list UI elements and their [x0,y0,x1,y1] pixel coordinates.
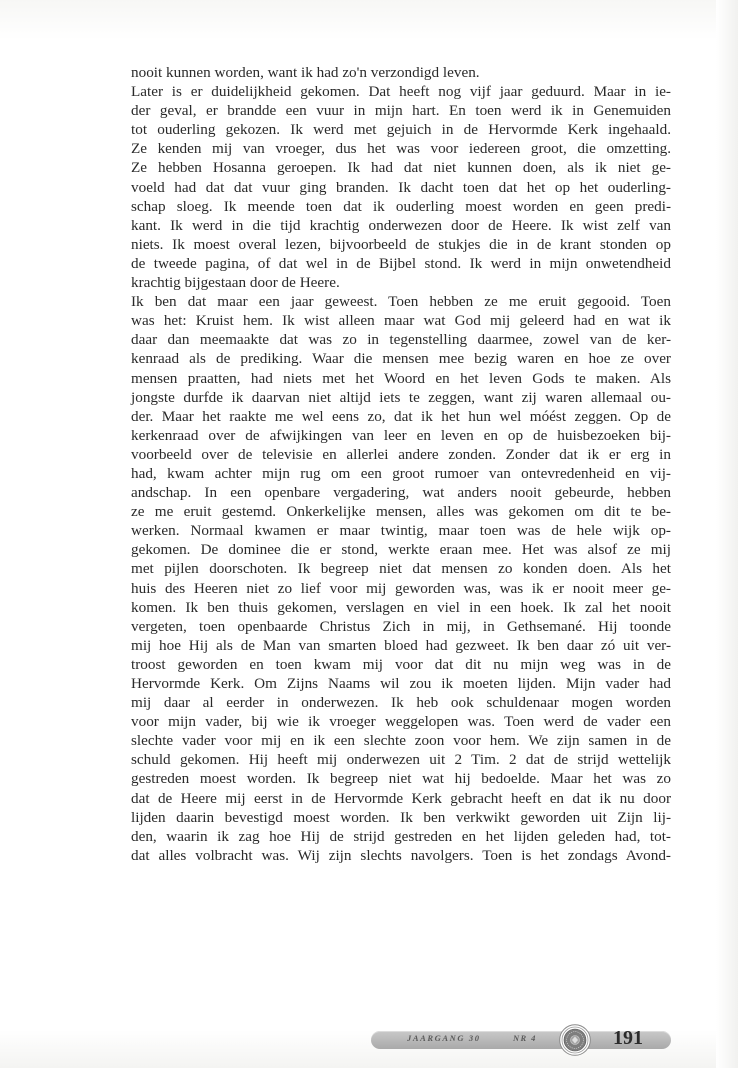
text-line: voor mijn vader, bij wie ik vroeger weggelopen was. Toen werd de vader een [131,713,671,731]
text-line: voorbeeld over de televisie en allerlei andere zonden. Zonder dat ik er erg in [131,445,671,463]
text-line: der geval, er brandde een vuur in mijn hart. En toen werd ik in Genemuiden [131,102,671,120]
text-line: schuld gekomen. Hij heeft mij onderwezen uit 2 Tim. 2 dat de strijd wettelijk [131,751,671,769]
text-line: met pijlen doorschoten. Ik begreep niet dat mensen zo konden doen. Als het [131,560,671,578]
text-line: vergeten, toen openbaarde Christus Zich in mij, in Gethsemané. Hij toonde [131,617,671,635]
text-line: slechte vader voor mij en ik een slechte zoon voor hem. We zijn samen in de [131,732,671,750]
text-line: der. Maar het raakte me wel eens zo, dat ik het hun wel móést zeggen. Op de [131,407,671,425]
text-line: troost geworden en toen kwam mij voor dat dit nu mijn weg was in de [131,655,671,673]
emblem-icon [559,1024,591,1056]
text-line: Ze hebben Hosanna geroepen. Ik had dat niet kunnen doen, als ik niet ge- [131,159,671,177]
text-line: dat de Heere mij eerst in de Hervormde Kerk gebracht heeft en dat ik nu door [131,789,671,807]
text-line: had, kwam achter mijn rug om een groot rumoer van ontevredenheid en vij- [131,464,671,482]
article-body [131,63,671,865]
text-line: tot ouderling gekozen. Ik werd met gejuich in de Hervormde Kerk ingehaald. [131,121,671,139]
page-number: 191 [613,1027,643,1049]
text-line: Hervormde Kerk. Om Zijns Naams wil zou ik moeten lijden. Mijn vader had [131,675,671,692]
text-line: mij hoe Hij als de Man van smarten bloed had gezweet. Ik ben daar zó uit ver- [131,636,671,654]
text-line: lijden daarin bevestigd moest worden. Ik ben verkwikt geworden uit Zijn lij- [131,808,671,826]
text-line: werken. Normaal kwamen er maar twintig, maar toen was de hele wijk op- [131,522,671,540]
text-line: de tweede pagina, of dat wel in de Bijbel stond. Ik werd in mijn onwetendheid [131,254,671,272]
text-line: mij daar al eerder in onderwezen. Ik heb ook schuldenaar mogen worden [131,694,671,712]
page-edge-shadow [716,0,738,1068]
text-line: huis des Heeren niet zo lief voor mij geworden was, was ik er nooit meer ge- [131,579,671,597]
text-line: komen. Ik ben thuis gekomen, verslagen en viel in een hoek. Ik zal het nooit [131,598,671,616]
text-line: kant. Ik werd in die tijd krachtig onderwezen door de Heere. Ik wist zelf van [131,216,671,234]
text-line: nooit kunnen worden, want ik had zo'n verzondigd leven. [131,64,480,81]
text-line: kenraad als de prediking. Waar die mensen mee bezig waren en hoe ze over [131,350,671,368]
text-line: krachtig bijgestaan door de Heere. [131,274,340,292]
text-line: Ik ben dat maar een jaar geweest. Toen hebben ze me eruit gegooid. Toen [131,293,671,311]
text-line: Ze kenden mij van vroeger, dus het was voor iedereen groot, die omzetting. [131,140,671,158]
text-line: Later is er duidelijkheid gekomen. Dat heeft nog vijf jaar geduurd. Maar in ie- [131,83,671,101]
text-line: jongste durfde ik daarvan niet altijd iets te zeggen, want zij waren allemaal ou- [131,388,671,406]
text-line: was het: Kruist hem. Ik wist alleen maar wat God mij geleerd had en wat ik [131,312,671,330]
text-line: ze me eruit gestemd. Onkerkelijke mensen, alles was gekomen om dit te be- [131,503,671,521]
text-line: daar dan meemaakte dat was zo in tegenstelling daarmee, zowel van de ker- [131,331,671,349]
text-line: niets. Ik moest overal lezen, bijvoorbeeld de stukjes die in de krant stonden op [131,235,671,253]
text-line: den, waarin ik zag hoe Hij de strijd gestreden en het lijden geleden had, tot- [131,827,671,845]
text-line: kerkenraad over de afwijkingen van leer en leven en op de huisbezoeken bij- [131,426,671,444]
text-line: gekomen. De dominee die er stond, werkte eraan mee. Het was alsof ze mij [131,541,671,559]
text-line: gestreden moest worden. Ik begreep niet wat hij bedoelde. Maar het was zo [131,770,671,788]
text-line: andschap. In een openbare vergadering, wat anders nooit gebeurde, hebben [131,484,671,502]
footer-issue: NR 4 [513,1033,537,1043]
page-footer [371,1024,677,1056]
text-line: schap sloeg. Ik meende toen dat ik ouderling moest worden en geen predi- [131,197,671,215]
text-line: mensen praatten, had niets met het Woord en het leven Gods te maken. Als [131,369,671,387]
text-line: dat alles volbracht was. Wij zijn slechts navolgers. Toen is het zondags Avond- [131,846,671,864]
text-line: voeld had dat dat vuur ging branden. Ik dacht toen dat het op het ouderling- [131,178,671,196]
footer-volume: JAARGANG 30 [407,1033,481,1043]
